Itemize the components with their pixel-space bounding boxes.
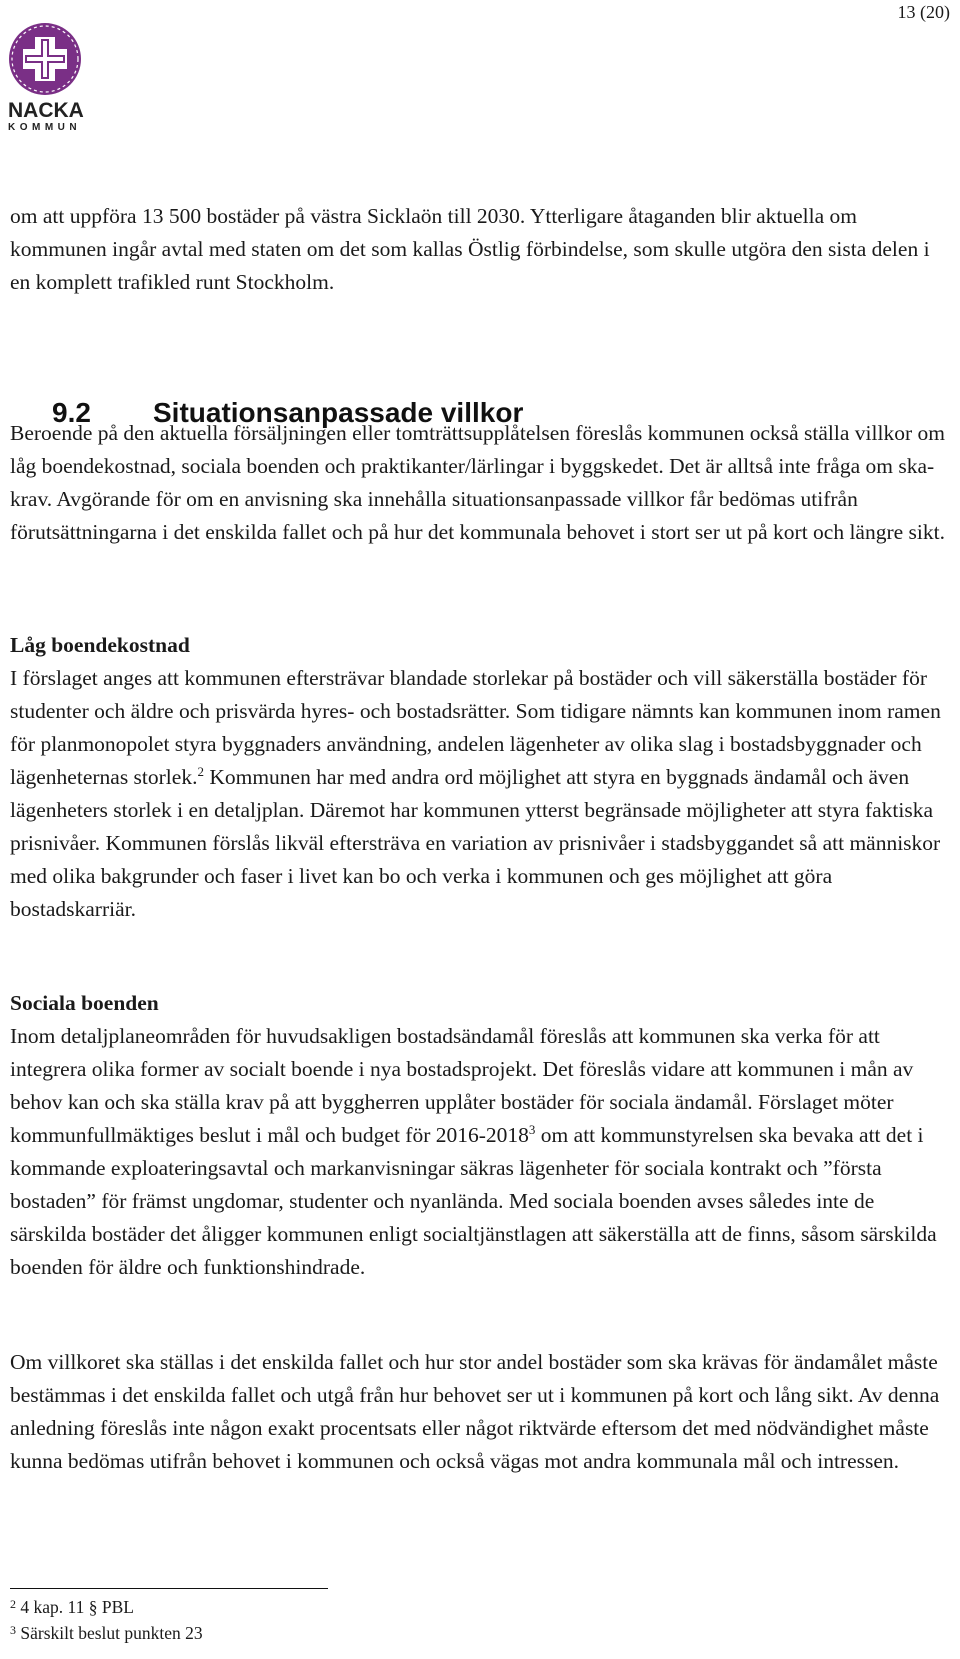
footnote-marker: 2	[10, 1597, 16, 1611]
nacka-emblem-icon	[8, 22, 82, 96]
logo-subtitle: KOMMUN	[8, 122, 82, 133]
footnote-text: 4 kap. 11 § PBL	[16, 1597, 134, 1617]
low-cost-body	[10, 662, 950, 926]
section-number: 9.2	[52, 397, 91, 428]
low-cost-text-2: Kommunen har med andra ord möjlighet att styra en byggnads ändamål och även lägenheters storlek i en detaljplan. Däremot har kommunen ytterst begränsade möjligheter att styra faktiska prisnivåer. Kommunen förslås likväl eftersträva en variation av prisnivåer i stadsbyggandet så att människor med olika bakgrunder och faser i livet kan bo och verka i kommunen och ges möjlighet att göra bostadskarriär.	[10, 765, 941, 921]
footnote-ref-3: 3	[528, 1122, 536, 1137]
intro-paragraph: om att uppföra 13 500 bostäder på västra Sicklaön till 2030. Ytterligare åtaganden blir aktuella om kommunen ingår avtal med staten om det som kallas Östlig förbindelse, som skulle utgöra den sista delen i en komplett trafikled runt Stockholm.	[10, 204, 930, 294]
closing-paragraph: Om villkoret ska ställas i det enskilda fallet och hur stor andel bostäder som ska krävas för ändamålet måste bestämmas i det enskilda fallet och utgå från hur behovet ser ut i kommunen på kort och lång sikt. Av denna anledning föreslås inte någon exakt procentsats eller något riktvärde eftersom det med nödvändighet måste kunna bedömas utifrån behovet i kommunen och också vägas mot andra kommunala mål och intressen.	[10, 1350, 940, 1473]
social-text-1: Inom detaljplaneområden för huvudsakligen bostadsändamål föreslås att kommunen ska verka för att integrera olika former av socialt boende i nya bostadsprojekt. Det föreslås vidare att kommunen i mån av behov kan och ska ställa krav på att byggherren upplåter bostäder för sociala ändamål. Förslaget möter kommunfullmäktiges beslut i mål och budget för 2016-2018	[10, 1024, 914, 1147]
logo-name: NACKA	[8, 99, 84, 122]
section-title: Situationsanpassade villkor	[153, 397, 524, 428]
footnote-marker: 3	[10, 1623, 16, 1637]
footnote-ref-2: 2	[197, 764, 204, 779]
footnote-3	[10, 1621, 203, 1645]
low-cost-heading: Låg boendekostnad	[10, 633, 190, 657]
footnote-divider	[10, 1588, 328, 1589]
low-cost-text-1: I förslaget anges att kommunen eftersträvar blandade storlekar på bostäder och vill säkerställa bostäder för studenter och äldre och prisvärda hyres- och bostadsrätter. Som tidigare nämnts kan kommunen inom ramen för planmonopolet styra byggnaders användning, andelen lägenheter av olika slag i bostadsbyggnader och lägenheternas storlek.	[10, 666, 941, 789]
social-housing-body	[10, 1020, 950, 1284]
page-number: 13 (20)	[897, 2, 950, 22]
nacka-kommun-logo	[8, 22, 88, 134]
footnote-2	[10, 1595, 134, 1619]
footnote-text: Särskilt beslut punkten 23	[16, 1623, 203, 1643]
social-housing-heading: Sociala boenden	[10, 991, 159, 1015]
section-body: Beroende på den aktuella försäljningen eller tomträttsupplåtelsen föreslås kommunen också ställa villkor om låg boendekostnad, sociala boenden och praktikanter/lärlingar i byggskedet. Det är alltså inte fråga om ska-krav. Avgörande för om en anvisning ska innehålla situationsanpassade villkor får bedömas utifrån förutsättningarna i det enskilda fallet och på hur det kommunala behovet i stort ser ut på kort och längre sikt.	[10, 421, 945, 544]
social-text-2: om att kommunstyrelsen ska bevaka att det i kommande exploateringsavtal och markanvisningar säkras lägenheter för sociala kontrakt och ”första bostaden” för främst ungdomar, studenter och nyanlända. Med sociala boenden avses således inte de särskilda bostäder det åligger kommunen enligt socialtjänstlagen att säkerställa att de finns, såsom särskilda boenden för äldre och funktionshindrade.	[10, 1123, 937, 1279]
